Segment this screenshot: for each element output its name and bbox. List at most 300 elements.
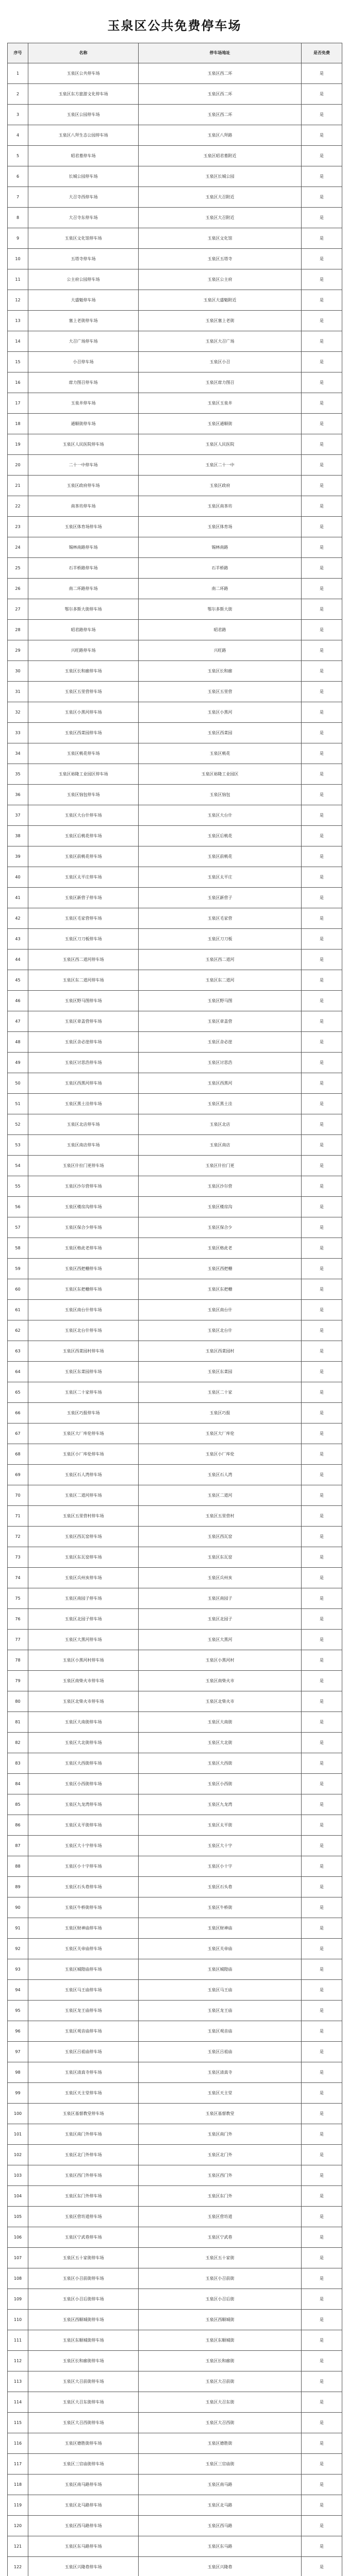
cell-no: 111 (8, 2330, 28, 2351)
cell-name: 大盛魁停车场 (28, 290, 139, 311)
cell-name: 玉泉区南马路停车场 (28, 2475, 139, 2495)
table-row (8, 1897, 342, 1918)
cell-address: 玉泉区席力图召 (139, 372, 302, 393)
cell-name: 锡林南路停车场 (28, 537, 139, 558)
table-row (8, 1753, 342, 1774)
cell-free: 是 (302, 1073, 342, 1094)
cell-free: 是 (302, 1691, 342, 1712)
cell-no: 58 (8, 1238, 28, 1259)
cell-free: 是 (302, 1444, 342, 1465)
cell-free: 是 (302, 1382, 342, 1403)
cell-name: 二十一中停车场 (28, 455, 139, 476)
cell-no: 77 (8, 1630, 28, 1650)
table-row (8, 496, 342, 517)
cell-name: 玉泉区格此老停车场 (28, 1238, 139, 1259)
table-row (8, 2145, 342, 2165)
table-row (8, 908, 342, 929)
cell-address: 玉泉区东马路 (139, 2536, 302, 2557)
cell-name: 玉泉区八拜生态公园停车场 (28, 125, 139, 146)
cell-no: 88 (8, 1856, 28, 1877)
cell-name: 玉泉区南店停车场 (28, 1135, 139, 1156)
cell-address: 玉泉区九龙湾 (139, 1794, 302, 1815)
cell-name: 大召广场停车场 (28, 331, 139, 352)
cell-no: 78 (8, 1650, 28, 1671)
cell-no: 64 (8, 1362, 28, 1382)
cell-name: 鄂尔多斯大街停车场 (28, 599, 139, 620)
cell-name: 玉泉区刀刀板停车场 (28, 929, 139, 950)
cell-address: 玉泉区基督教堂 (139, 2104, 302, 2124)
cell-name: 玉泉区小黑河村停车场 (28, 1650, 139, 1671)
page-title: 玉泉区公共免费停车场 (107, 18, 242, 33)
cell-name: 玉泉区西瓦窑停车场 (28, 1527, 139, 1547)
table-row (8, 1980, 342, 2001)
table-row (8, 640, 342, 661)
table-row (8, 1238, 342, 1259)
cell-address: 玉泉区西二环 (139, 105, 302, 125)
cell-free: 是 (302, 661, 342, 682)
table-row (8, 682, 342, 702)
cell-address: 玉泉区北台什 (139, 1320, 302, 1341)
cell-name: 玉泉区西二道河停车场 (28, 950, 139, 970)
cell-free: 是 (302, 2454, 342, 2475)
cell-free: 是 (302, 1362, 342, 1382)
cell-free: 是 (302, 2124, 342, 2145)
cell-free: 是 (302, 1238, 342, 1259)
cell-address: 兴旺路 (139, 640, 302, 661)
cell-no: 82 (8, 1733, 28, 1753)
cell-no: 65 (8, 1382, 28, 1403)
table-row (8, 785, 342, 805)
parking-table (7, 43, 342, 2576)
cell-no: 29 (8, 640, 28, 661)
cell-name: 大召寺西停车场 (28, 187, 139, 208)
cell-no: 40 (8, 867, 28, 888)
cell-no: 90 (8, 1897, 28, 1918)
table-row (8, 1053, 342, 1073)
cell-free: 是 (302, 146, 342, 166)
cell-free: 是 (302, 1279, 342, 1300)
cell-no: 27 (8, 599, 28, 620)
cell-free: 是 (302, 1774, 342, 1794)
cell-no: 37 (8, 805, 28, 826)
cell-name: 通顺街停车场 (28, 414, 139, 434)
cell-free: 是 (302, 1588, 342, 1609)
cell-name: 昭君墓停车场 (28, 146, 139, 166)
table-row (8, 105, 342, 125)
cell-address: 玉泉区西二道河 (139, 950, 302, 970)
cell-name: 玉泉区文化馆停车场 (28, 228, 139, 249)
cell-no: 120 (8, 2516, 28, 2536)
cell-no: 1 (8, 63, 28, 84)
cell-free: 是 (302, 1650, 342, 1671)
cell-free: 是 (302, 929, 342, 950)
cell-name: 玉泉区巧报停车场 (28, 1403, 139, 1423)
cell-name: 公主府公园停车场 (28, 269, 139, 290)
table-row (8, 702, 342, 723)
cell-address: 玉泉区保合少 (139, 1217, 302, 1238)
cell-no: 28 (8, 620, 28, 640)
table-row (8, 2413, 342, 2433)
header-name: 名称 (28, 43, 139, 63)
cell-free: 是 (302, 2371, 342, 2392)
cell-name: 塞上老街停车场 (28, 311, 139, 331)
cell-no: 108 (8, 2268, 28, 2289)
cell-free: 是 (302, 2351, 342, 2371)
cell-free: 是 (302, 1053, 342, 1073)
cell-free: 是 (302, 455, 342, 476)
cell-address: 玉泉区小十字 (139, 1856, 302, 1877)
cell-address: 玉泉区三官庙街 (139, 2454, 302, 2475)
table-row (8, 1774, 342, 1794)
cell-name: 玉泉区德胜街停车场 (28, 2433, 139, 2454)
cell-name: 玉泉区黑土洼停车场 (28, 1094, 139, 1114)
cell-address: 玉泉区巧报 (139, 1403, 302, 1423)
cell-free: 是 (302, 2186, 342, 2207)
cell-address: 玉泉区大黑河 (139, 1630, 302, 1650)
table-row (8, 1650, 342, 1671)
cell-address: 玉泉区黑土洼 (139, 1094, 302, 1114)
cell-no: 57 (8, 1217, 28, 1238)
cell-name: 玉泉区关帝庙停车场 (28, 1939, 139, 1959)
cell-address: 玉泉区大召东街 (139, 2392, 302, 2413)
cell-free: 是 (302, 311, 342, 331)
cell-free: 是 (302, 2248, 342, 2268)
cell-address: 玉泉区舍必崖 (139, 1032, 302, 1053)
cell-address: 昭君路 (139, 620, 302, 640)
cell-name: 玉泉区北马路停车场 (28, 2495, 139, 2516)
cell-name: 玉泉区长和廊停车场 (28, 661, 139, 682)
cell-address: 玉泉区北店 (139, 1114, 302, 1135)
cell-address: 玉泉区大召附近 (139, 208, 302, 228)
cell-name: 玉泉区公共停车场 (28, 63, 139, 84)
cell-name: 玉泉区楼房沟停车场 (28, 1197, 139, 1217)
cell-free: 是 (302, 1918, 342, 1939)
cell-address: 玉泉区西马路 (139, 2516, 302, 2536)
table-row (8, 1073, 342, 1094)
cell-name: 玉泉区恼包停车场 (28, 785, 139, 805)
cell-free: 是 (302, 702, 342, 723)
table-row (8, 1423, 342, 1444)
cell-address: 玉泉区南台什 (139, 1300, 302, 1320)
cell-address: 玉泉区毛家营 (139, 908, 302, 929)
cell-no: 38 (8, 826, 28, 846)
cell-name: 玉泉区裕隆工业园区停车场 (28, 764, 139, 785)
cell-no: 9 (8, 228, 28, 249)
cell-no: 60 (8, 1279, 28, 1300)
table-row (8, 2042, 342, 2062)
cell-name: 玉泉区兴隆巷停车场 (28, 2557, 139, 2576)
cell-address: 玉泉区五十家街 (139, 2248, 302, 2268)
cell-no: 36 (8, 785, 28, 805)
cell-no: 110 (8, 2310, 28, 2330)
cell-name: 玉泉区后桃花停车场 (28, 826, 139, 846)
cell-free: 是 (302, 1176, 342, 1197)
cell-free: 是 (302, 640, 342, 661)
cell-name: 玉泉区财神庙停车场 (28, 1918, 139, 1939)
cell-address: 玉泉区沙尔营 (139, 1176, 302, 1197)
cell-no: 15 (8, 352, 28, 372)
table-row (8, 1918, 342, 1939)
cell-free: 是 (302, 187, 342, 208)
cell-free: 是 (302, 2021, 342, 2042)
cell-no: 3 (8, 105, 28, 125)
cell-address: 玉泉区小黑河村 (139, 1650, 302, 1671)
table-row (8, 1114, 342, 1135)
cell-address: 玉泉区讨思浩 (139, 1053, 302, 1073)
cell-address: 玉泉区城隍庙 (139, 1959, 302, 1980)
table-row (8, 2124, 342, 2145)
table-row (8, 1135, 342, 1156)
table-row (8, 1320, 342, 1341)
cell-address: 玉泉区什拉门更 (139, 1156, 302, 1176)
cell-name: 玉泉区北台什停车场 (28, 1320, 139, 1341)
cell-address: 玉泉区清真寺 (139, 2062, 302, 2083)
cell-name: 玉泉区营坊道停车场 (28, 2207, 139, 2227)
cell-address: 玉泉区小黑河 (139, 702, 302, 723)
cell-free: 是 (302, 1733, 342, 1753)
cell-address: 玉泉区格此老 (139, 1238, 302, 1259)
cell-address: 玉泉区刀刀板 (139, 929, 302, 950)
cell-name: 玉泉区三官庙街停车场 (28, 2454, 139, 2475)
cell-address: 玉泉区长和廊街 (139, 2351, 302, 2371)
cell-name: 玉泉区北柴火市停车场 (28, 1691, 139, 1712)
table-row (8, 1527, 342, 1547)
cell-no: 103 (8, 2165, 28, 2186)
cell-free: 是 (302, 2289, 342, 2310)
cell-name: 玉泉区小厂库伦停车场 (28, 1444, 139, 1465)
cell-address: 玉泉区南店 (139, 1135, 302, 1156)
cell-free: 是 (302, 2083, 342, 2104)
cell-free: 是 (302, 1815, 342, 1836)
table-row (8, 970, 342, 991)
cell-free: 是 (302, 2413, 342, 2433)
cell-free: 是 (302, 1320, 342, 1341)
cell-address: 锡林南路 (139, 537, 302, 558)
cell-free: 是 (302, 2516, 342, 2536)
table-row (8, 1197, 342, 1217)
cell-free: 是 (302, 2104, 342, 2124)
table-row (8, 846, 342, 867)
cell-no: 30 (8, 661, 28, 682)
cell-address: 玉泉区宁武巷 (139, 2227, 302, 2248)
table-row (8, 1609, 342, 1630)
cell-name: 玉泉区保合少停车场 (28, 1217, 139, 1238)
table-row (8, 2021, 342, 2042)
cell-no: 43 (8, 929, 28, 950)
cell-name: 玉泉区五里营停车场 (28, 682, 139, 702)
cell-free: 是 (302, 1836, 342, 1856)
cell-name: 玉泉区野马图停车场 (28, 991, 139, 1011)
table-row (8, 888, 342, 908)
cell-name: 玉泉区南柴火市停车场 (28, 1671, 139, 1691)
table-row (8, 290, 342, 311)
cell-free: 是 (302, 1939, 342, 1959)
cell-address: 玉泉区南门外 (139, 2124, 302, 2145)
cell-no: 19 (8, 434, 28, 455)
cell-free: 是 (302, 2268, 342, 2289)
cell-no: 63 (8, 1341, 28, 1362)
cell-address: 玉泉区后桃花 (139, 826, 302, 846)
table-row (8, 1794, 342, 1815)
cell-no: 84 (8, 1774, 28, 1794)
table-row (8, 84, 342, 105)
cell-name: 玉泉区北门外停车场 (28, 2145, 139, 2165)
cell-no: 61 (8, 1300, 28, 1320)
cell-address: 玉泉区大盛魁附近 (139, 290, 302, 311)
cell-name: 玉泉区二十家停车场 (28, 1382, 139, 1403)
cell-address: 玉泉区人民医院 (139, 434, 302, 455)
cell-no: 71 (8, 1506, 28, 1527)
cell-free: 是 (302, 496, 342, 517)
cell-no: 106 (8, 2227, 28, 2248)
cell-free: 是 (302, 2495, 342, 2516)
cell-free: 是 (302, 991, 342, 1011)
cell-no: 92 (8, 1939, 28, 1959)
cell-name: 玉泉区政府停车场 (28, 476, 139, 496)
cell-no: 91 (8, 1918, 28, 1939)
cell-no: 79 (8, 1671, 28, 1691)
cell-no: 66 (8, 1403, 28, 1423)
table-row (8, 1547, 342, 1568)
cell-name: 玉泉区九龙湾停车场 (28, 1794, 139, 1815)
cell-no: 87 (8, 1836, 28, 1856)
cell-name: 玉泉区吕祖庙停车场 (28, 2042, 139, 2062)
cell-no: 12 (8, 290, 28, 311)
cell-free: 是 (302, 2330, 342, 2351)
table-row (8, 166, 342, 187)
cell-no: 118 (8, 2475, 28, 2495)
cell-free: 是 (302, 2227, 342, 2248)
cell-free: 是 (302, 537, 342, 558)
cell-free: 是 (302, 105, 342, 125)
cell-address: 玉泉区西二环 (139, 63, 302, 84)
cell-no: 69 (8, 1465, 28, 1485)
table-row (8, 1094, 342, 1114)
cell-name: 玉泉区大台什停车场 (28, 805, 139, 826)
cell-name: 玉泉区大十字停车场 (28, 1836, 139, 1856)
table-row (8, 2227, 342, 2248)
cell-free: 是 (302, 1630, 342, 1650)
table-header-row (8, 43, 342, 63)
cell-address: 玉泉区新营子 (139, 888, 302, 908)
cell-no: 107 (8, 2248, 28, 2268)
cell-address: 玉泉区东菜园 (139, 1362, 302, 1382)
table-row (8, 1465, 342, 1485)
cell-free: 是 (302, 599, 342, 620)
cell-name: 玉泉区大黑河停车场 (28, 1630, 139, 1650)
cell-no: 100 (8, 2104, 28, 2124)
cell-name: 玉泉区小召后街停车场 (28, 2289, 139, 2310)
cell-address: 玉泉区北柴火市 (139, 1691, 302, 1712)
cell-name: 玉泉区兵州亥停车场 (28, 1568, 139, 1588)
table-row (8, 2330, 342, 2351)
cell-free: 是 (302, 2062, 342, 2083)
cell-free: 是 (302, 125, 342, 146)
cell-address: 玉泉区楼房沟 (139, 1197, 302, 1217)
cell-name: 玉泉区五里营村停车场 (28, 1506, 139, 1527)
cell-no: 31 (8, 682, 28, 702)
cell-address: 玉泉区政府 (139, 476, 302, 496)
cell-address: 玉泉区桃花 (139, 743, 302, 764)
table-row (8, 2475, 342, 2495)
cell-name: 席力图召停车场 (28, 372, 139, 393)
cell-free: 是 (302, 867, 342, 888)
cell-free: 是 (302, 805, 342, 826)
cell-address: 玉泉区通顺街 (139, 414, 302, 434)
cell-address: 玉泉区五里营村 (139, 1506, 302, 1527)
table-row (8, 352, 342, 372)
table-row (8, 2371, 342, 2392)
cell-free: 是 (302, 743, 342, 764)
cell-no: 13 (8, 311, 28, 331)
cell-address: 玉泉区裕隆工业园区 (139, 764, 302, 785)
table-row (8, 1485, 342, 1506)
cell-name: 玉泉区沙尔营停车场 (28, 1176, 139, 1197)
table-row (8, 125, 342, 146)
table-row (8, 455, 342, 476)
table-row (8, 2268, 342, 2289)
table-row (8, 434, 342, 455)
table-row (8, 311, 342, 331)
cell-name: 玉泉区东门外停车场 (28, 2186, 139, 2207)
cell-address: 玉泉区小召 (139, 352, 302, 372)
cell-free: 是 (302, 846, 342, 867)
cell-free: 是 (302, 2310, 342, 2330)
cell-no: 81 (8, 1712, 28, 1733)
table-row (8, 537, 342, 558)
cell-no: 121 (8, 2536, 28, 2557)
cell-address: 玉泉区兴隆巷 (139, 2557, 302, 2576)
table-row (8, 1691, 342, 1712)
table-row (8, 2083, 342, 2104)
cell-free: 是 (302, 1753, 342, 1774)
cell-no: 80 (8, 1691, 28, 1712)
cell-free: 是 (302, 1403, 342, 1423)
cell-no: 49 (8, 1053, 28, 1073)
cell-no: 11 (8, 269, 28, 290)
cell-name: 石羊桥路停车场 (28, 558, 139, 579)
cell-free: 是 (302, 908, 342, 929)
cell-name: 玉泉区东方旅游文化停车场 (28, 84, 139, 105)
cell-name: 昭君路停车场 (28, 620, 139, 640)
cell-free: 是 (302, 1032, 342, 1053)
cell-address: 玉泉区大召前街 (139, 2371, 302, 2392)
cell-address: 玉泉区太平庄 (139, 867, 302, 888)
table-row (8, 1300, 342, 1320)
cell-address: 玉泉区吕祖庙 (139, 2042, 302, 2062)
table-row (8, 1959, 342, 1980)
cell-no: 47 (8, 1011, 28, 1032)
cell-name: 玉泉区大召前街停车场 (28, 2371, 139, 2392)
cell-name: 玉泉区南门外停车场 (28, 2124, 139, 2145)
cell-no: 45 (8, 970, 28, 991)
cell-free: 是 (302, 290, 342, 311)
cell-no: 115 (8, 2413, 28, 2433)
cell-no: 113 (8, 2371, 28, 2392)
cell-name: 玉泉区舍必崖停车场 (28, 1032, 139, 1053)
cell-name: 玉泉区西菜园停车场 (28, 723, 139, 743)
cell-name: 玉泉区长和廊街停车场 (28, 2351, 139, 2371)
cell-name: 玉泉区大西街停车场 (28, 1753, 139, 1774)
cell-free: 是 (302, 1547, 342, 1568)
cell-name: 玉泉区南园子停车场 (28, 1588, 139, 1609)
table-row (8, 1444, 342, 1465)
cell-no: 112 (8, 2351, 28, 2371)
cell-name: 玉泉区东菜园停车场 (28, 1362, 139, 1382)
cell-address: 玉泉区财神庙 (139, 1918, 302, 1939)
cell-no: 34 (8, 743, 28, 764)
table-row (8, 2289, 342, 2310)
